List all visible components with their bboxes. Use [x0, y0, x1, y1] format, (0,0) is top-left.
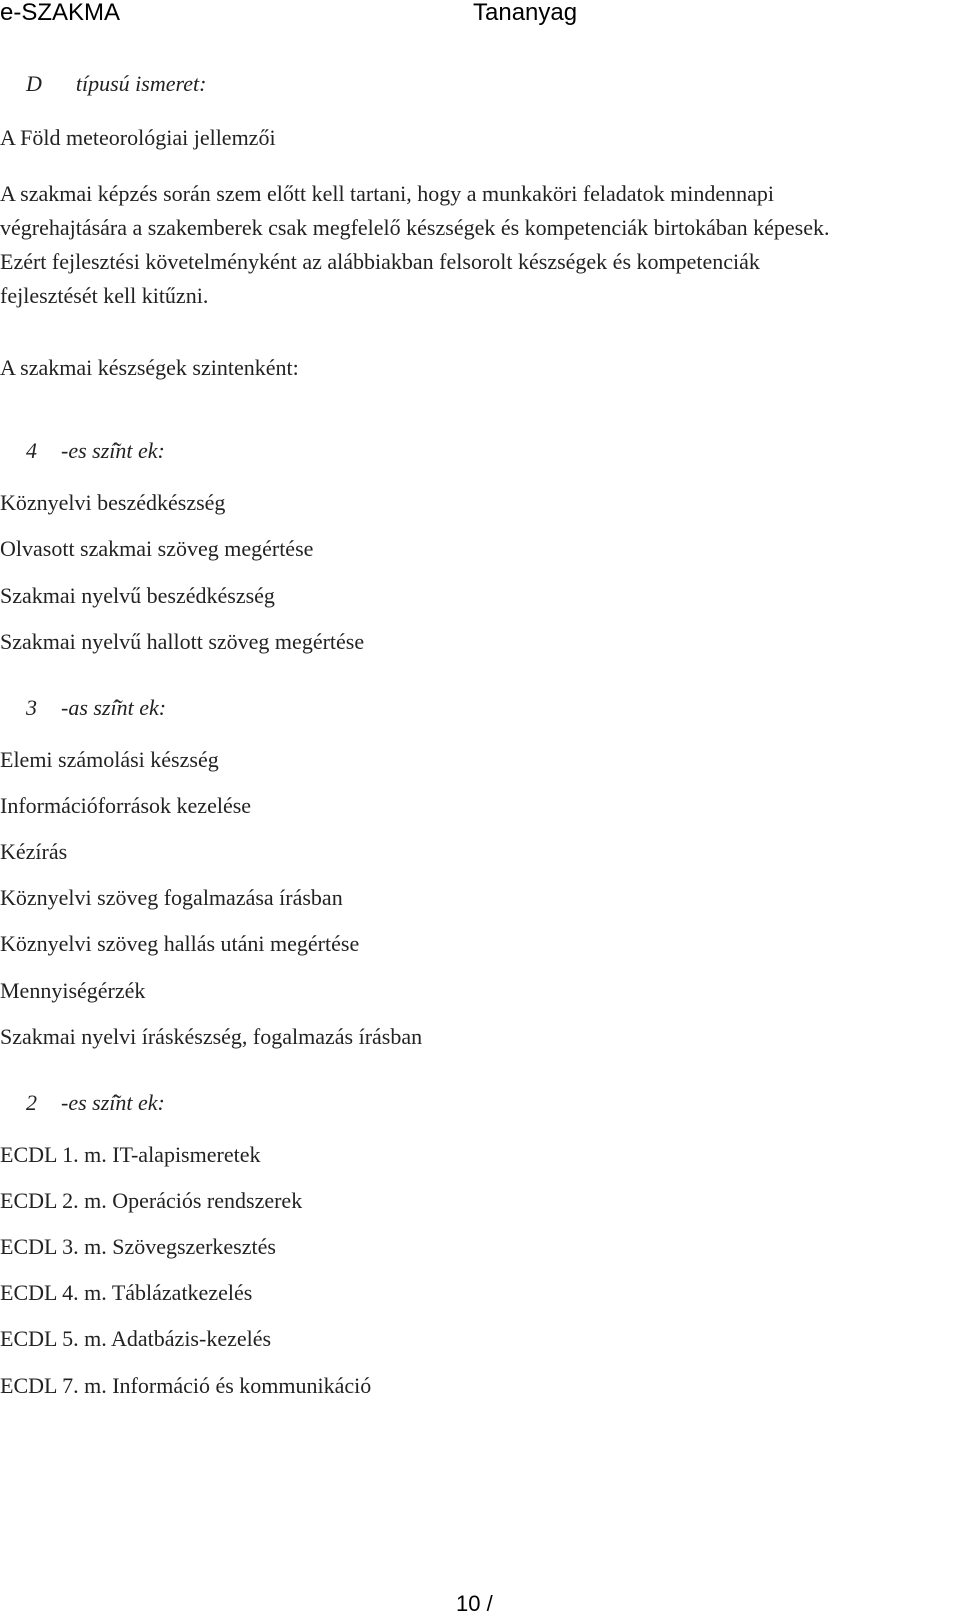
- level-heading: [26, 696, 166, 720]
- skill-item: ECDL 3. m. Szövegszerkesztés: [0, 1234, 276, 1259]
- type-label: típusú ismeret:: [75, 71, 207, 96]
- level-number: 4: [26, 438, 37, 463]
- level-label: -as szí͂nt ek:: [61, 695, 167, 720]
- skill-item: ECDL 2. m. Operációs rendszerek: [0, 1188, 303, 1213]
- skill-item: Elemi számolási készség: [0, 747, 219, 772]
- level-number: 2: [26, 1090, 37, 1115]
- skill-item: Köznyelvi szöveg fogalmazása írásban: [0, 885, 343, 910]
- skills-heading: A szakmai készségek szintenként:: [0, 355, 299, 380]
- skill-item: Olvasott szakmai szöveg megértése: [0, 536, 314, 561]
- skill-item: Mennyiségérzék: [0, 978, 146, 1003]
- intro-paragraph: [0, 177, 900, 313]
- skill-item: Szakmai nyelvű beszédkészség: [0, 583, 275, 608]
- header-brand: e-SZAKMA: [0, 0, 121, 26]
- level-label: -es szí͂nt ek:: [61, 438, 165, 463]
- level-heading: [26, 1091, 165, 1115]
- page-number: 10 /: [456, 1591, 493, 1616]
- level-label: -es szí͂nt ek:: [61, 1090, 165, 1115]
- intro-line: Ezért fejlesztési követelményként az alábbiakban felsorolt készségek és kompetenciák: [0, 249, 760, 274]
- type-prefix: D: [26, 71, 42, 96]
- skill-item: ECDL 1. m. IT-alapismeretek: [0, 1142, 261, 1167]
- intro-line: A szakmai képzés során szem előtt kell tartani, hogy a munkaköri feladatok mindennapi: [0, 181, 775, 206]
- topic-title: A Föld meteorológiai jellemzői: [0, 125, 276, 150]
- type-heading: [26, 72, 206, 96]
- skill-item: Szakmai nyelvi íráskészség, fogalmazás írásban: [0, 1024, 423, 1049]
- skill-item: Kézírás: [0, 839, 68, 864]
- header-section: Tananyag: [473, 0, 578, 26]
- intro-line: végrehajtására a szakemberek csak megfelelő készségek és kompetenciák birtokában képesek.: [0, 215, 830, 240]
- skill-item: Köznyelvi beszédkészség: [0, 490, 226, 515]
- skill-item: ECDL 5. m. Adatbázis-kezelés: [0, 1326, 272, 1351]
- level-number: 3: [26, 695, 37, 720]
- skill-item: ECDL 4. m. Táblázatkezelés: [0, 1280, 253, 1305]
- level-heading: [26, 439, 165, 463]
- skill-item: ECDL 7. m. Információ és kommunikáció: [0, 1373, 372, 1398]
- skill-item: Szakmai nyelvű hallott szöveg megértése: [0, 629, 365, 654]
- skill-item: Köznyelvi szöveg hallás utáni megértése: [0, 931, 360, 956]
- intro-line: fejlesztését kell kitűzni.: [0, 283, 209, 308]
- skill-item: Információforrások kezelése: [0, 793, 252, 818]
